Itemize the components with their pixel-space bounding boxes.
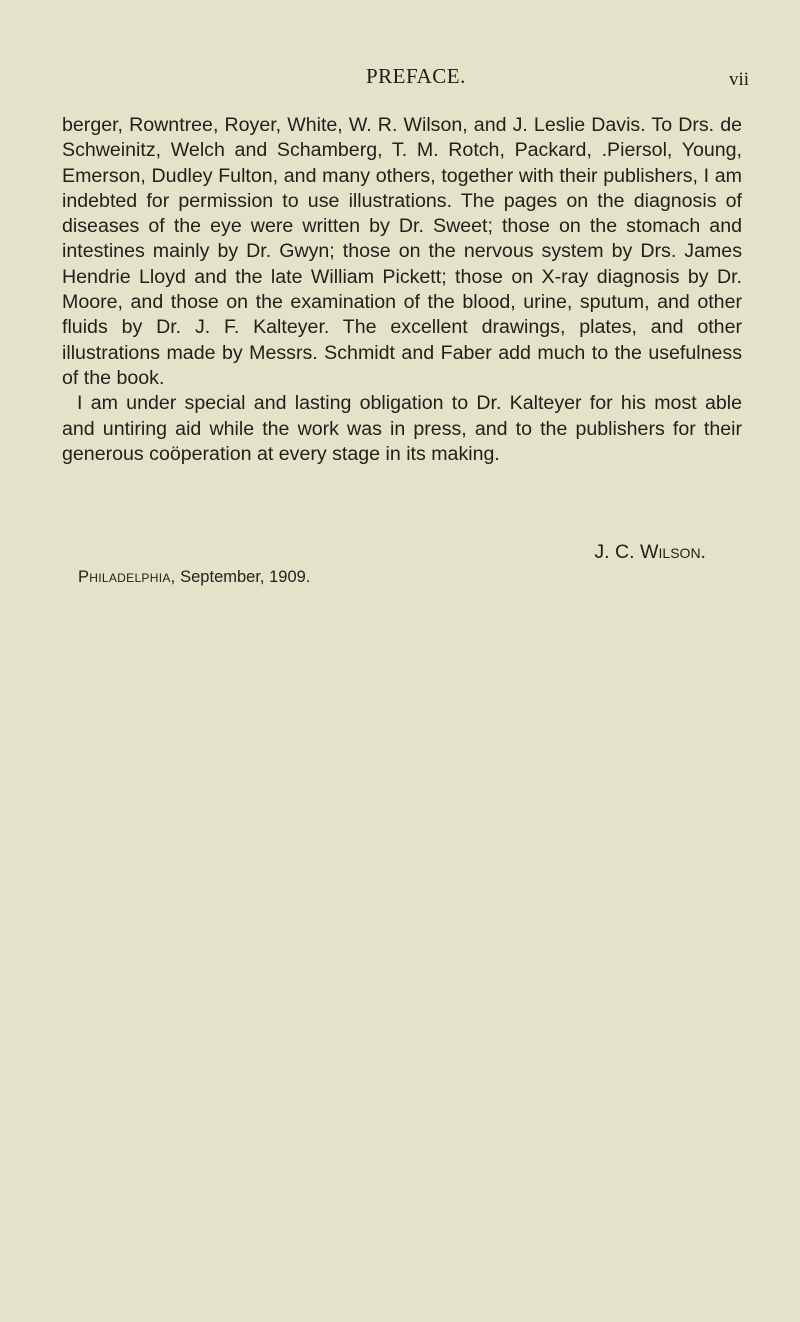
paragraph-acknowledgement: I am under special and lasting obligation to Dr. Kalteyer for his most able and untiring aid while the work was in press, and to the publishers for their generous coöperation at every stage in its making. [62, 392, 742, 465]
dateline-place: Philadelphia, [78, 568, 176, 586]
signature-initials: J. C. [594, 541, 635, 563]
dateline [78, 566, 310, 588]
running-head [0, 64, 800, 94]
author-signature [594, 540, 706, 565]
running-title: PREFACE. [366, 64, 466, 88]
page-number: vii [729, 69, 750, 90]
dateline-date: September, 1909. [180, 568, 311, 586]
signature-surname: Wilson. [640, 541, 706, 563]
paragraph-continued: berger, Rowntree, Royer, White, W. R. Wilson, and J. Leslie Davis. To Drs. de Schweinitz, Welch and Schamberg, T. M. Rotch, Packard, .Piersol, Young, Emerson, Dudley Fulton, and many others, together with their publishers, I am indebted for permission to use illustrations. The pages on the diagnosis of diseases of the eye were written by Dr. Sweet; those on the stomach and intestines mainly by Dr. Gwyn; those on the nervous system by Drs. James Hendrie Lloyd and the late William Pickett; those on X-ray diagnosis by Dr. Moore, and those on the examination of the blood, urine, sputum, and other fluids by Dr. J. F. Kalteyer. The excellent drawings, plates, and other illustrations made by Messrs. Schmidt and Faber add much to the usefulness of the book. [62, 114, 742, 389]
preface-body [62, 113, 742, 467]
